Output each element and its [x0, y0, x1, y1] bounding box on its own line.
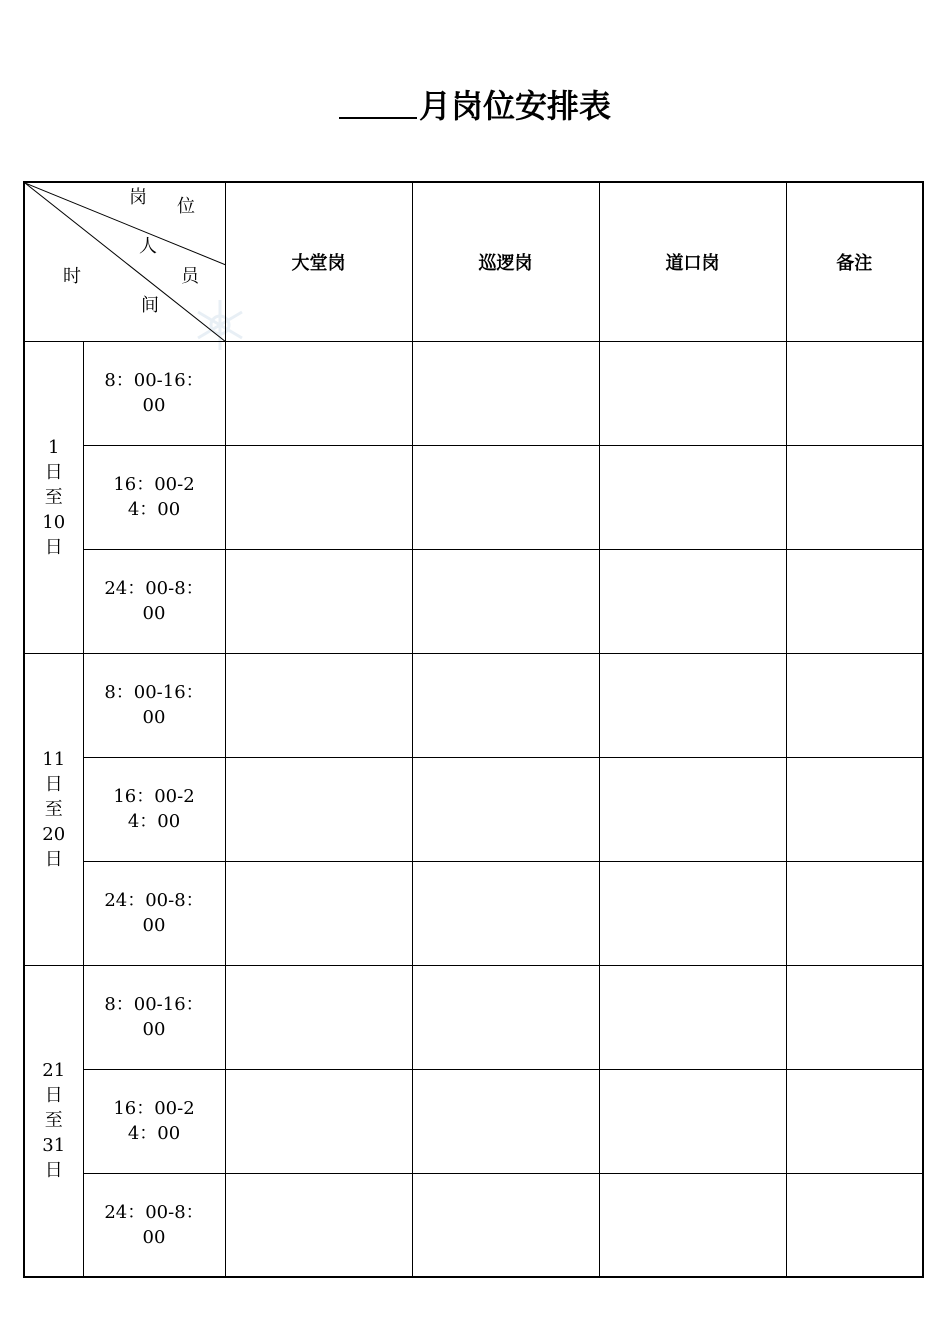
- period-cell-2: [24, 653, 83, 965]
- period-text: 31: [42, 1135, 66, 1157]
- shift-cell: [83, 1069, 225, 1173]
- shift-label: 16：00-24：00: [113, 786, 195, 832]
- header-gate-post: 道口岗: [599, 182, 786, 341]
- table-row: [24, 1173, 923, 1277]
- schedule-cell[interactable]: [599, 1069, 786, 1173]
- schedule-cell[interactable]: [412, 1173, 599, 1277]
- schedule-cell[interactable]: [599, 445, 786, 549]
- shift-cell: [83, 341, 225, 445]
- period-text: 1: [48, 436, 60, 458]
- schedule-cell[interactable]: [225, 861, 412, 965]
- schedule-cell[interactable]: [599, 757, 786, 861]
- schedule-cell[interactable]: [225, 341, 412, 445]
- shift-cell: [83, 445, 225, 549]
- shift-label: 16：00-24：00: [113, 1098, 195, 1144]
- remarks-cell[interactable]: [786, 757, 923, 861]
- schedule-cell[interactable]: [599, 861, 786, 965]
- diagonal-lines: [25, 183, 226, 342]
- shift-label: 24：00-8：00: [104, 1201, 204, 1248]
- shift-label: 8：00-16：00: [104, 370, 204, 416]
- period-cell-3: [24, 965, 83, 1277]
- period-text: 日: [44, 773, 63, 795]
- schedule-cell[interactable]: [225, 445, 412, 549]
- corner-post-char-1: 岗: [129, 187, 147, 208]
- schedule-cell[interactable]: [412, 445, 599, 549]
- header-row: [24, 182, 923, 341]
- schedule-cell[interactable]: [225, 965, 412, 1069]
- period-text: 20: [42, 823, 66, 845]
- period-cell-1: [24, 341, 83, 653]
- table-row: [24, 341, 923, 445]
- header-remarks: 备注: [786, 182, 923, 341]
- corner-staff-char-2: 员: [181, 266, 199, 287]
- table-row: [24, 861, 923, 965]
- corner-time-char-1: 时: [63, 266, 81, 287]
- remarks-cell[interactable]: [786, 965, 923, 1069]
- table-row: [24, 1069, 923, 1173]
- remarks-cell[interactable]: [786, 653, 923, 757]
- remarks-cell[interactable]: [786, 1173, 923, 1277]
- page-title: [0, 86, 950, 126]
- schedule-cell[interactable]: [412, 653, 599, 757]
- schedule-cell[interactable]: [412, 965, 599, 1069]
- diagonal-header-cell: [24, 182, 225, 341]
- shift-cell: [83, 653, 225, 757]
- shift-label: 24：00-8：00: [104, 578, 204, 624]
- period-text: 日: [44, 848, 63, 870]
- corner-time-char-2: 间: [141, 295, 159, 316]
- shift-label: 8：00-16：00: [104, 994, 204, 1040]
- schedule-cell[interactable]: [412, 1069, 599, 1173]
- schedule-cell[interactable]: [412, 861, 599, 965]
- remarks-cell[interactable]: [786, 549, 923, 653]
- period-text: 日: [44, 1085, 63, 1107]
- shift-cell: [83, 861, 225, 965]
- period-text: 至: [44, 798, 63, 820]
- schedule-cell[interactable]: [599, 549, 786, 653]
- header-patrol-post: 巡逻岗: [412, 182, 599, 341]
- period-text: 至: [44, 1110, 63, 1132]
- schedule-cell[interactable]: [412, 757, 599, 861]
- period-text: 21: [42, 1060, 66, 1082]
- schedule-cell[interactable]: [599, 1173, 786, 1277]
- schedule-cell[interactable]: [225, 1173, 412, 1277]
- schedule-cell[interactable]: [599, 341, 786, 445]
- table-row: [24, 653, 923, 757]
- remarks-cell[interactable]: [786, 861, 923, 965]
- header-lobby-post: 大堂岗: [225, 182, 412, 341]
- shift-cell: [83, 1173, 225, 1277]
- shift-label: 24：00-8：00: [104, 890, 204, 936]
- table-row: [24, 445, 923, 549]
- schedule-cell[interactable]: [225, 653, 412, 757]
- shift-label: 16：00-24：00: [113, 474, 195, 520]
- shift-cell: [83, 757, 225, 861]
- schedule-cell[interactable]: [412, 341, 599, 445]
- title-text: 月岗位安排表: [418, 87, 611, 125]
- schedule-cell[interactable]: [225, 757, 412, 861]
- month-blank[interactable]: [339, 87, 417, 119]
- shift-label: 8：00-16：00: [104, 682, 204, 728]
- period-text: 11: [42, 748, 66, 770]
- corner-staff-char-1: 人: [139, 236, 157, 257]
- schedule-cell[interactable]: [225, 1069, 412, 1173]
- corner-post-char-2: 位: [177, 196, 195, 217]
- shift-cell: [83, 549, 225, 653]
- schedule-table: [23, 181, 924, 1278]
- remarks-cell[interactable]: [786, 341, 923, 445]
- period-text: 至: [44, 486, 63, 508]
- table-row: [24, 965, 923, 1069]
- schedule-cell[interactable]: [412, 549, 599, 653]
- schedule-cell[interactable]: [599, 653, 786, 757]
- shift-cell: [83, 965, 225, 1069]
- remarks-cell[interactable]: [786, 445, 923, 549]
- period-text: 日: [44, 1160, 63, 1182]
- table-row: [24, 757, 923, 861]
- period-text: 日: [44, 536, 63, 558]
- period-text: 日: [44, 461, 63, 483]
- table-row: [24, 549, 923, 653]
- schedule-cell[interactable]: [225, 549, 412, 653]
- period-text: 10: [42, 511, 66, 533]
- schedule-cell[interactable]: [599, 965, 786, 1069]
- remarks-cell[interactable]: [786, 1069, 923, 1173]
